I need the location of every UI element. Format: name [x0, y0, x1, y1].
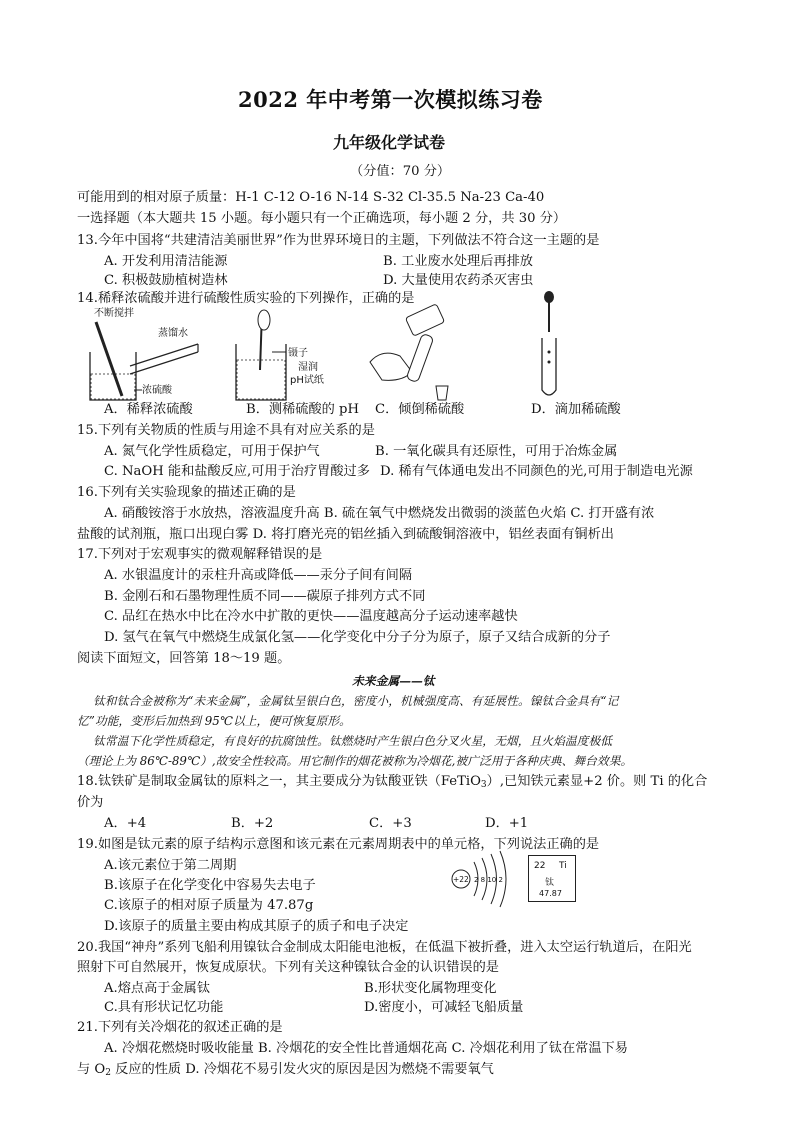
- question-14-option-c: C．倾倒稀硫酸: [375, 402, 465, 417]
- question-17-option-a: A. 水银温度计的汞柱升高或降低——汞分子间有间隔: [104, 568, 413, 583]
- question-19-option-d: D.该原子的质量主要由构成其原子的质子和电子决定: [104, 919, 409, 934]
- question-21-line-3a: 与 O: [77, 1062, 106, 1077]
- question-20-option-d: D.密度小，可减轻飞船质量: [364, 1000, 524, 1015]
- question-21-line-3b: 反应的性质 D. 冷烟花不易引发火灾的原因是因为燃烧不需要氧气: [110, 1062, 494, 1077]
- question-21-line-2: A. 冷烟花燃烧时吸收能量 B. 冷烟花的安全性比普通烟花高 C. 冷烟花利用了钛在常温下易: [104, 1041, 628, 1056]
- question-18-option-a: A．+4: [104, 816, 147, 831]
- question-14-figure-d: [536, 290, 566, 404]
- question-19-stem: 19.如图是钛元素的原子结构示意图和该元素在元素周期表中的单元格，下列说法正确的是: [77, 837, 600, 852]
- atomic-masses: 可能用到的相对原子质量：H-1 C-12 O-16 N-14 S-32 Cl-35.5 Na-23 Ca-40: [77, 190, 545, 205]
- question-17-option-c: C. 品红在热水中比在冷水中扩散的更快——温度越高分子运动速率越快: [104, 609, 518, 624]
- question-20-option-b: B.形状变化属物理变化: [364, 981, 497, 996]
- question-14-option-d: D．滴加稀硫酸: [531, 402, 621, 417]
- atom-electron-shells: 2 8 10 2: [474, 876, 503, 884]
- question-15-option-a: A. 氮气化学性质稳定，可用于保护气: [104, 444, 320, 459]
- question-16-line-3: 盐酸的试剂瓶，瓶口出现白雾 D. 将打磨光亮的铝丝插入到硫酸铜溶液中，铝丝表面有铜析出: [77, 527, 614, 542]
- question-14-figure-b: [232, 304, 342, 404]
- question-18-stem-b: ）,已知铁元素显+2 价。则 Ti 的化合: [486, 774, 708, 789]
- question-14-figure-a: [86, 304, 226, 404]
- question-18-option-c: C．+3: [369, 816, 412, 831]
- ph-test-apparatus-icon: [232, 304, 342, 404]
- passage-p2-line-1: 钛常温下化学性质稳定，有良好的抗腐蚀性。钛燃烧时产生银白色分叉火星，无烟，且火焰温度极低: [93, 734, 613, 748]
- question-13-option-c: C. 积极鼓励植树造林: [104, 273, 228, 288]
- label-ph-paper: pH试纸: [290, 375, 324, 386]
- question-13-stem: 13.今年中国将“共建清洁美丽世界”作为世界环境日的主题，下列做法不符合这一主题的是: [77, 233, 600, 248]
- question-18-option-d: D．+1: [485, 816, 529, 831]
- atom-structure-icon: [450, 848, 520, 908]
- cell-atomic-mass: 47.87: [539, 889, 562, 898]
- question-20-line-1: 20.我国“神舟”系列飞船利用镍钛合金制成太阳能电池板，在低温下被折叠，进入太空运行轨道后，在阳光: [77, 940, 692, 955]
- question-15-stem: 15.下列有关物质的性质与用途不具有对应关系的是: [77, 423, 375, 438]
- question-15-option-d: D. 稀有气体通电发出不同颜色的光,可用于制造电光源: [380, 464, 693, 479]
- question-18-stem: [77, 773, 707, 794]
- question-19-option-b: B.该原子在化学变化中容易失去电子: [104, 878, 316, 893]
- periodic-table-cell: [528, 855, 576, 902]
- question-15-option-b: B. 一氧化碳具有还原性，可用于冶炼金属: [375, 444, 618, 459]
- dropper-apparatus-icon: [536, 290, 566, 404]
- question-14-option-a: A．稀释浓硫酸: [104, 402, 193, 417]
- question-21-stem: 21.下列有关冷烟花的叙述正确的是: [77, 1020, 283, 1035]
- label-water: 蒸馏水: [158, 328, 188, 339]
- label-wet: 湿润: [298, 362, 318, 373]
- label-tweezers: 镊子: [288, 348, 308, 359]
- label-stir: 不断搅拌: [94, 308, 134, 319]
- passage-p1-line-2: 忆”功能，变形后加热到 95℃以上，便可恢复原形。: [77, 714, 351, 728]
- passage-p2-line-2: （理论上为 86℃-89℃）,故安全性较高。用它制作的烟花被称为冷烟花,被广泛用于各种庆典、舞台效果。: [77, 754, 633, 768]
- question-18-subscript: 3: [480, 780, 487, 790]
- question-17-option-b: B. 金刚石和石墨物理性质不同——碳原子排列方式不同: [104, 589, 426, 604]
- question-19-option-c: C.该原子的相对原子质量为 47.87g: [104, 898, 314, 913]
- question-18-stem-line-2: 价为: [77, 795, 104, 810]
- question-20-option-c: C.具有形状记忆功能: [104, 1000, 224, 1015]
- cell-element-name: 钛: [545, 878, 555, 888]
- question-17-option-d: D. 氢气在氧气中燃烧生成氯化氢——化学变化中分子分为原子，原子又结合成新的分子: [104, 630, 611, 645]
- question-13-option-a: A. 开发利用清洁能源: [104, 254, 228, 269]
- question-20-option-a: A.熔点高于金属钛: [104, 981, 211, 996]
- question-13-option-d: D. 大量使用农药杀灭害虫: [383, 273, 534, 288]
- question-20-line-2: 照射下可自然展开，恢复成原状。下列有关这种镍钛合金的认识错误的是: [77, 960, 499, 975]
- exam-title: 2022 年中考第一次模拟练习卷: [238, 87, 543, 112]
- question-13-option-b: B. 工业废水处理后再排放: [383, 254, 533, 269]
- titanium-atom-diagram: [450, 848, 520, 908]
- pouring-apparatus-icon: [352, 296, 472, 404]
- score-note: （分值：70 分）: [350, 164, 451, 179]
- label-acid: 浓硫酸: [142, 385, 172, 396]
- passage-p1-line-1: 钛和钛合金被称为“未来金属”，金属钛呈银白色，密度小，机械强度高、有延展性。镍钛合金具有“记: [93, 694, 619, 708]
- question-17-stem: 17.下列对于宏观事实的微观解释错误的是: [77, 547, 323, 562]
- section-heading: 一选择题（本大题共 15 小题。每小题只有一个正确选项，每小题 2 分，共 30 分）: [77, 211, 567, 226]
- question-16-line-2: A. 硝酸铵溶于水放热，溶液温度升高 B. 硫在氧气中燃烧发出微弱的淡蓝色火焰 C. 打开盛有浓: [104, 506, 655, 521]
- passage-title: 未来金属——钛: [352, 674, 435, 688]
- question-18-stem-a: 18.钛铁矿是制取金属钛的原料之一，其主要成分为钛酸亚铁（FeTiO: [77, 774, 481, 789]
- question-21-line-3: [77, 1061, 494, 1082]
- cell-atomic-number: 22: [534, 861, 546, 871]
- question-14-option-b: B．测稀硫酸的 pH: [246, 402, 359, 417]
- reading-intro: 阅读下面短文，回答第 18～19 题。: [77, 651, 291, 666]
- cell-element-symbol: Ti: [559, 861, 567, 871]
- question-19-option-a: A.该元素位于第二周期: [104, 858, 237, 873]
- question-16-stem: 16.下列有关实验现象的描述正确的是: [77, 485, 296, 500]
- question-15-option-c: C. NaOH 能和盐酸反应,可用于治疗胃酸过多: [104, 464, 370, 479]
- dilution-apparatus-icon: [86, 304, 226, 404]
- question-18-option-b: B．+2: [231, 816, 274, 831]
- exam-subtitle: 九年级化学试卷: [333, 133, 446, 152]
- question-21-subscript: 2: [105, 1068, 111, 1078]
- question-14-figure-c: [352, 296, 472, 404]
- atom-nucleus-charge: +22: [453, 875, 469, 884]
- question-14-stem: 14.稀释浓硫酸并进行硫酸性质实验的下列操作，正确的是: [77, 291, 415, 306]
